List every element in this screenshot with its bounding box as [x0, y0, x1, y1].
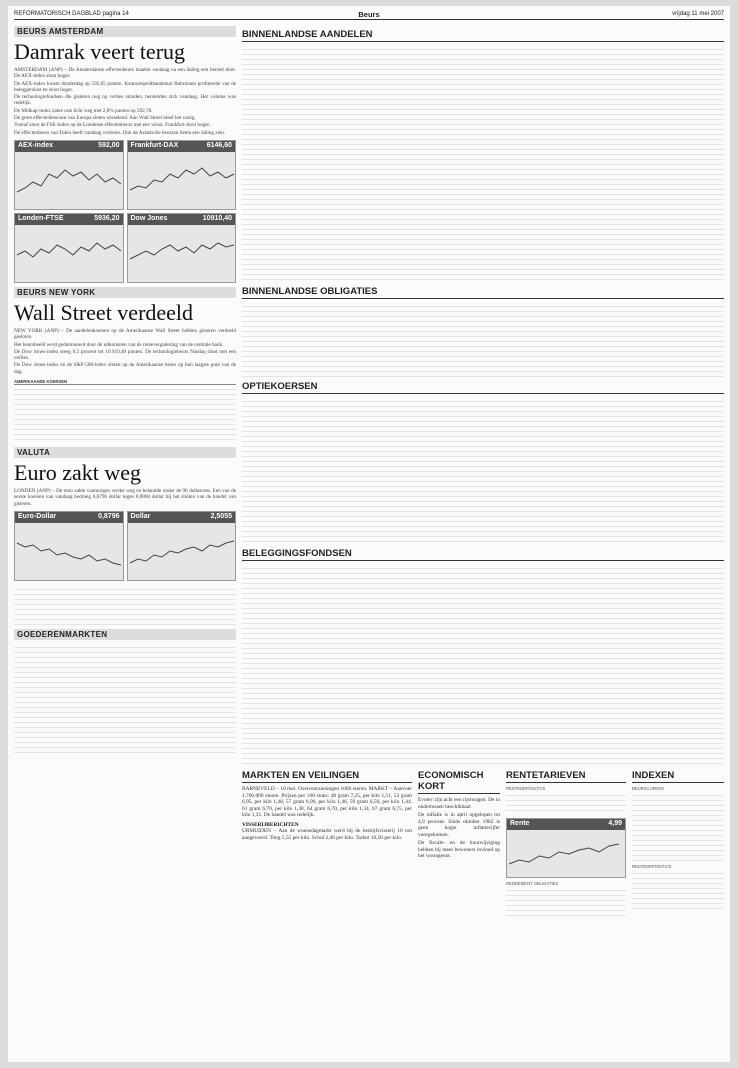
table-us-quotes [14, 379, 236, 443]
section-fondsen: BELEGGINGSFONDSEN [242, 548, 724, 561]
newspaper-page [8, 6, 730, 1062]
binnenland-table [242, 45, 724, 283]
chart-line [15, 225, 123, 281]
chart-dax [127, 140, 237, 210]
econ-item: De inflatie is in april opgelopen tot 4,9 procent. Sinds oktober 1982 is geen hoger inflatiecijfer voorgekomen. [418, 812, 500, 838]
chart-name: Londen-FTSE [18, 214, 64, 222]
chart-line [128, 152, 236, 208]
indexen-sub: BEURSCIJFERS [632, 786, 664, 791]
obligaties-table [242, 302, 724, 378]
para: De technologiefondsen die gisteren nog op verlies stonden, herstelden zich vandaag. Het volume was redelijk. [14, 94, 236, 107]
section-markten: MARKTEN EN VEILINGEN [242, 770, 412, 783]
headline-valuta: Euro zakt weg [14, 460, 142, 486]
chart-aex [14, 140, 124, 210]
masthead-left: REFORMATORISCH DAGBLAD pagina 14 [14, 11, 129, 17]
table-body [14, 385, 236, 443]
masthead [14, 10, 724, 20]
chart-line [15, 523, 123, 579]
opties-table [242, 397, 724, 545]
masthead-date: vrijdag 11 mei 2007 [672, 11, 724, 17]
chart-value: 6146,60 [206, 141, 232, 149]
chart-euro-dollar [14, 511, 124, 581]
markten-block [242, 767, 412, 916]
para: De Midkap-index zakte ook licht weg met 2,8% punten op 592,78. [14, 107, 153, 114]
chart-line [128, 523, 236, 579]
masthead-title: Beurs [358, 10, 380, 19]
markten-text: BARNEVELD – 10 mei. Oostvoorzieningen 1000 eieren. MARKT – Aanvoer 1.700.000 eieren. Prijzen per 100 stuks: 48 gram 7,25, per kilo 1,51, 53 gram 6,95, per kilo 1,48, 57 gram 6,90, per kilo 1,46, 59 gram 6,50, per kilo 1,44, 61 gram 6,70, per kilo 1,38, 64 gram 6,70, per kilo 1,34, 67 gram 6,75, per kilo 1,31. De handel was redelijk. [242, 786, 412, 818]
chart-value: 10910,40 [202, 214, 232, 222]
para: Vooraf sloot de FSE-index op de Londense effectenbeurs met een winst. Frankfurt sloot hoger. [14, 122, 211, 129]
markten-subtext: URMUIDEN – Aan de woensdagmarkt werd bij de bedrijfsvisserij 10 ton aangevoerd. Tong 5,55 per kilo. Schol 2,40 per kilo. Tarbot 10,50 per kilo. [242, 828, 412, 841]
chart-value: 2,5055 [210, 513, 232, 521]
section-obligaties: BINNENLANDSE OBLIGATIES [242, 286, 724, 299]
headline-amsterdam: Damrak veert terug [14, 39, 186, 64]
fondsen-table [242, 564, 724, 764]
section-binnenland: BINNENLANDSE AANDELEN [242, 29, 724, 42]
para: De AEX-index kwam donderdag op 592,05 punten. Kantoorspeldhandelaar Buhrmann profiteerde van de beleggerslust en sloot hoger. [14, 80, 236, 93]
chart-name: Euro-Dollar [18, 513, 57, 521]
markten-subhead: VISSERIJBERICHTEN [242, 821, 299, 828]
indexen-table-2 [632, 869, 724, 909]
chart-name: AEX-index [18, 141, 54, 149]
chart-line [128, 225, 236, 281]
para: LONDEN (ANP) – De euro zakte vanmorgen verder weg en belandde onder de 90 dollarcent. Een van de eerste koersen van vandaag bedroeg 0,8796 dollar tegen 0,8800 dollar bij het sluiten van de handel van gisteren. [14, 488, 236, 507]
chart-dowjones [127, 213, 237, 283]
chart-line [507, 830, 623, 876]
rendement-table [506, 886, 626, 916]
chart-name: Dow Jones [130, 214, 168, 222]
section-indexen: INDEXEN [632, 770, 724, 783]
valuta-charts [14, 511, 236, 581]
valuta-table [14, 585, 236, 625]
para: De Dow Jones-index steeg 0,3 procent tot 10.910,40 punten. De technologiebeurs Nasdaq sloot met een verlies. [14, 348, 236, 362]
economisch-block [418, 767, 500, 916]
rente-block [506, 767, 626, 916]
left-column [14, 26, 236, 1054]
section-valuta: VALUTA [14, 447, 236, 458]
indexen-sub2: RENTEDEPOSITO'S [632, 864, 672, 870]
chart-rente [506, 818, 626, 878]
rente-sub2: RENDEMENT OBLIGATIES [506, 881, 559, 887]
article-valuta [14, 488, 236, 507]
econ-item: Evotec zijn acht een rijstwagen. De in ondertussen beschikbaar. [418, 797, 500, 810]
econ-item: De fiscale- en de huurwijziging hebben bij meer bewoners invloed op het woongenot. [418, 840, 500, 859]
chart-name: Dollar [130, 513, 151, 521]
para: AMSTERDAM (ANP) – De Amsterdamse effectenbeurs maakte vandaag na een daling een herstel door. De AEX-index sloot hoger. [14, 67, 236, 80]
indexen-table [632, 791, 724, 861]
para: De Dow Jones-index en de S&P-500-index sloten op de Amerikaanse beurs op hun laagste punt van de dag. [14, 362, 236, 375]
section-opties: OPTIEKOERSEN [242, 381, 724, 394]
para: NEW YORK (ANP) – De aandelenkoersen op de Amerikaanse Wall Street hebben gisteren verdeeld gesloten. [14, 327, 236, 341]
section-rente: RENTETARIEVEN [506, 770, 626, 783]
index-charts [14, 140, 236, 283]
chart-ftse [14, 213, 124, 283]
chart-value: 5936,20 [94, 214, 120, 222]
chart-name: Rente [510, 820, 530, 828]
rente-table [506, 791, 626, 815]
chart-dollar [127, 511, 237, 581]
chart-value: 592,00 [98, 141, 120, 149]
chart-name: Frankfurt-DAX [130, 141, 179, 149]
para: Het beursbeeld werd gedomineerd door de uitkomsten van de rentevergadering van de centrale bank. [14, 341, 224, 348]
right-columns [242, 26, 724, 1054]
headline-newyork: Wall Street verdeeld [14, 299, 194, 325]
article-newyork [14, 328, 236, 375]
section-economisch: ECONOMISCH KORT [418, 770, 500, 794]
chart-value: 4,99 [608, 820, 622, 828]
chart-line [15, 152, 123, 208]
section-amsterdam: BEURS AMSTERDAM [14, 26, 236, 37]
para: De grote effectenbeurzen van Europa sloten wisselend. Aan Wall Street bleef het rustig. [14, 115, 196, 122]
section-newyork: BEURS NEW YORK [14, 287, 236, 298]
section-goederen: GOEDERENMARKTEN [14, 629, 236, 640]
rente-sub: RENTEDEPOSITO'S [506, 786, 546, 791]
goederen-table [14, 643, 236, 753]
chart-value: 0,8796 [98, 513, 120, 521]
table-title: AMERIKAANSE KOERSEN [14, 379, 236, 385]
article-amsterdam [14, 67, 236, 136]
bottom-row [242, 767, 724, 916]
indexen-block [632, 767, 724, 916]
para: De effectenbeurs van Tokio heeft vandaag verloren. Ook de Aziatische beurzen lieten een daling zien. [14, 129, 226, 136]
